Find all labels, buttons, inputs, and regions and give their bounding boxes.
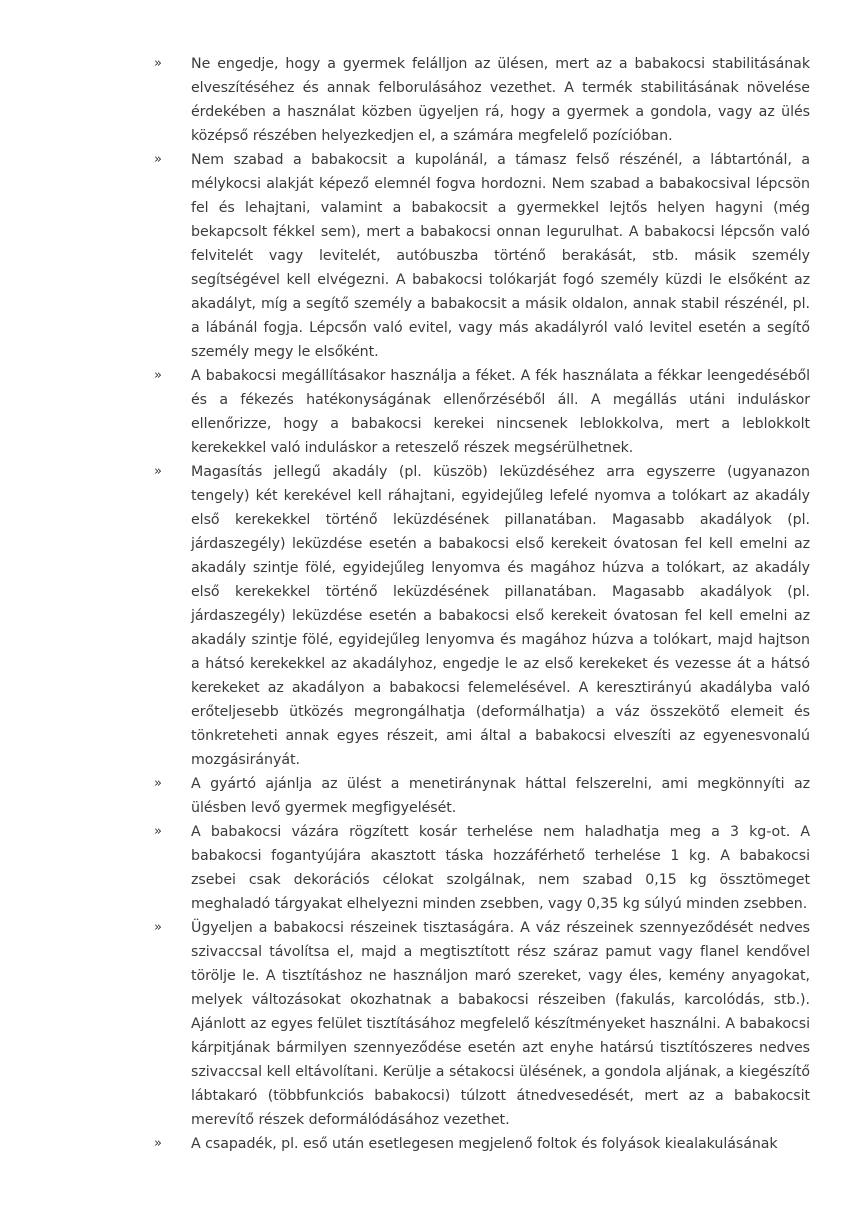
list-item-text: Magasítás jellegű akadály (pl. küszöb) leküzdéséhez arra egyszerre (ugyanazon tengely) két kerekével kell ráhajtani, egyidejűleg lefelé nyomva a tolókart az akadály első kerekekkel történő leküzdésének pillanatában. Magasabb akadályok (pl. járdaszegély) leküzdése esetén a babakocsi első kerekeit óvatosan fel kell emelni az akadály szintje fölé, egyidejűleg lenyomva és magához húzva a tolókart, az akadály első kerekekkel történő leküzdésének pillanatában. Magasabb akadályok (pl. járdaszegély) leküzdése esetén a babakocsi első kerekeit óvatosan fel kell emelni az akadály szintje fölé, egyidejűleg lenyomva és magához húzva a tolókart, majd hajtson a hátsó kerekekkel az akadályhoz, engedje le az első kerekeket és vezesse át a hátsó kerekeket az akadályon a babakocsi felemelésével. A keresztirányú akadályba való erőteljesebb ütközés megrongálhatja (deformálhatja) a váz összekötő elemeit és tönkreteheti annak egyes részeit, ami által a babakocsi elveszíti az egyenesvonalú mozgásirányát. <box>191 464 810 768</box>
list-item-text: A gyártó ajánlja az ülést a menetiránynak háttal felszerelni, ami megkönnyíti az ülésben levő gyermek megfigyelését. <box>191 776 810 816</box>
list-item <box>150 820 810 916</box>
list-item <box>150 460 810 772</box>
bullet-icon: » <box>154 824 162 839</box>
list-item-text: Ne engedje, hogy a gyermek felálljon az ülésen, mert az a babakocsi stabilitásának elveszítéséhez és annak felborulásához vezethet. A termék stabilitásának növelése érdekében a használat közben ügyeljen rá, hogy a gyermek a gondola, vagy az ülés középső részében helyezkedjen el, a számára megfelelő pozícióban. <box>191 56 810 144</box>
list-item <box>150 364 810 460</box>
list-item <box>150 1132 810 1156</box>
bullet-icon: » <box>154 368 162 383</box>
list-item-text: A babakocsi megállításakor használja a féket. A fék használata a fékkar leengedéséből és a fékezés hatékonyságának ellenőrzéséből áll. A megállás utáni induláskor ellenőrizze, hogy a babakocsi kerekei nincsenek leblokkolva, mert a leblokkolt kerekekkel való induláskor a reteszelő részek megsérülhetnek. <box>191 368 810 456</box>
list-item <box>150 148 810 364</box>
list-item-text: Nem szabad a babakocsit a kupolánál, a támasz felső részénél, a lábtartónál, a mélykocsi alakját képező elemnél fogva hordozni. Nem szabad a babakocsival lépcsön fel és lehajtani, valamint a babakocsit a gyermekkel lejtős helyen hagyni (még bekapcsolt fékkel sem), mert a babakocsi onnan legurulhat. A babakocsi lépcsőn való felvitelét vagy levitelét, autóbuszba történő berakását, stb. másik személy segítségével kell elvégezni. A babakocsi tolókarját fogó személy küzdi le elsőként az akadályt, míg a segítő személy a babakocsit a másik oldalon, annak stabil részénél, pl. a lábánál fogja. Lépcsőn való evitel, vagy más akadályról való levitel esetén a segítő személy megy le elsőként. <box>191 152 810 360</box>
instruction-list <box>150 52 810 1156</box>
bullet-icon: » <box>154 920 162 935</box>
list-item <box>150 916 810 1132</box>
bullet-icon: » <box>154 1136 162 1151</box>
list-item <box>150 52 810 148</box>
bullet-icon: » <box>154 56 162 71</box>
list-item-text: A csapadék, pl. eső után esetlegesen megjelenő foltok és folyások kiealakulásának <box>191 1136 778 1152</box>
list-item-text: Ügyeljen a babakocsi részeinek tisztaságára. A váz részeinek szennyeződését nedves szivaccsal távolítsa el, majd a megtisztított rész száraz pamut vagy flanel kendővel törölje le. A tisztításhoz ne használjon maró szereket, vagy éles, kemény anyagokat, melyek változásokat okozhatnak a babakocsi részeiben (fakulás, karcolódás, stb.). Ajánlott az egyes felület tisztításához megfelelő készítményeket használni. A babakocsi kárpitjának bármilyen szennyeződése esetén azt enyhe határsú tisztítószeres nedves szivaccsal kell eltávolítani. Kerülje a sétakocsi ülésének, a gondola aljának, a kiegészítő lábtakaró (többfunkciós babakocsi) túlzott átnedvesedését, mert az a babakocsit merevítő részek deformálódásához vezethet. <box>191 920 810 1128</box>
bullet-icon: » <box>154 152 162 167</box>
bullet-icon: » <box>154 776 162 791</box>
list-item-text: A babakocsi vázára rögzített kosár terhelése nem haladhatja meg a 3 kg-ot. A babakocsi fogantyújára akasztott táska hozzáférhető terhelése 1 kg. A babakocsi zsebei csak dekorációs célokat szolgálnak, nem szabad 0,15 kg össztömeget meghaladó tárgyakat elhelyezni minden zsebben, vagy 0,35 kg súlyú minden zsebben. <box>191 824 810 912</box>
list-item <box>150 772 810 820</box>
bullet-icon: » <box>154 464 162 479</box>
